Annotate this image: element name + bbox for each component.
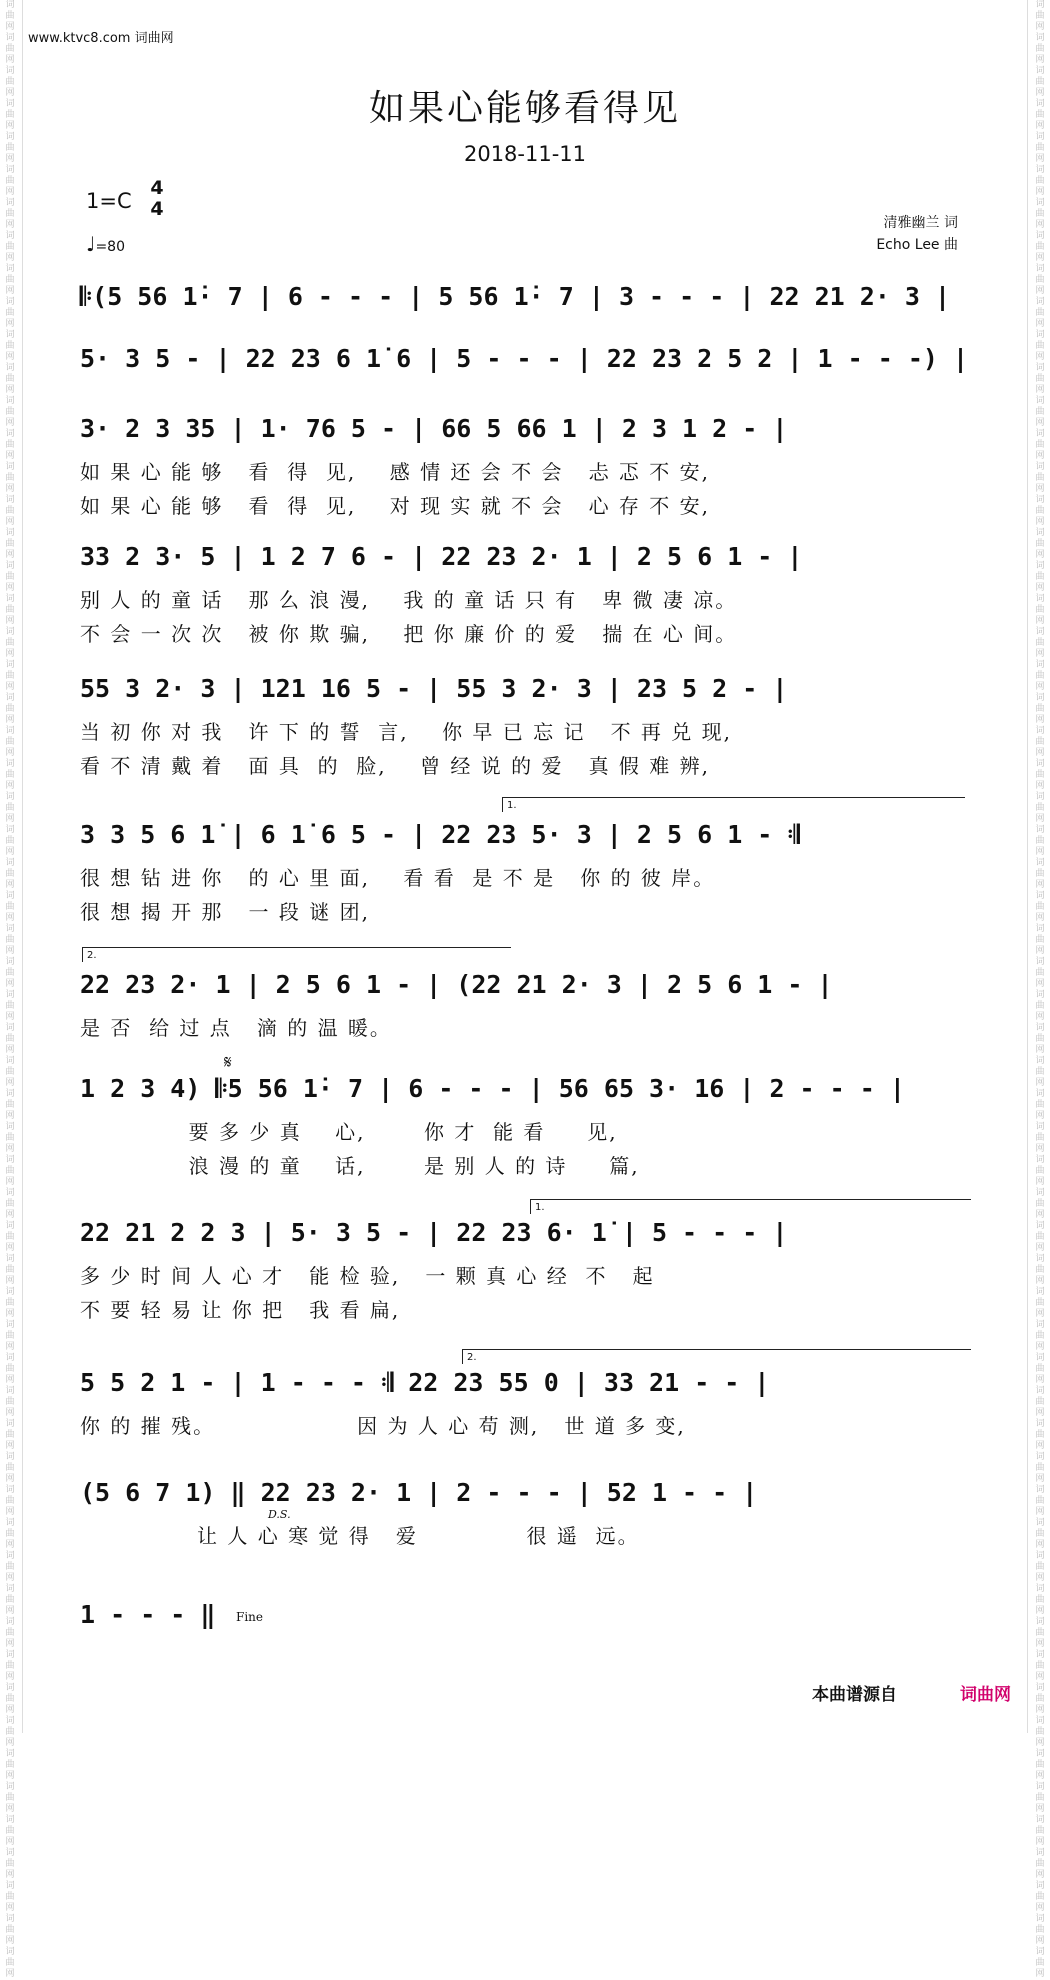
lyric-line: 让 人 心 寒 觉 得 爱 很 遥 远。: [80, 1524, 640, 1548]
notation-row-12: 1 - - - ‖: [80, 1600, 216, 1629]
footer-site-link[interactable]: 词曲网: [960, 1685, 1011, 1705]
ds-mark: D.S.: [268, 1508, 291, 1521]
lyric-line: 不 要 轻 易 让 你 把 我 看 扁,: [80, 1298, 401, 1322]
right-watermark: 词曲网词曲网词曲网词曲网词曲网词曲网词曲网词曲网词曲网词曲网词曲网词曲网词曲网词曲网词曲网词曲网词曲网词曲网词曲网词曲网词曲网词曲网词曲网词曲网词曲网词曲网词曲网词曲网词曲网词曲网词曲网词曲网词曲网词曲网词曲网词曲网词曲网词曲网词曲网词曲网词曲网词曲网词曲网词曲网词曲网词曲网词曲网词曲网词曲网词曲网词曲网词曲网词曲网词曲网词曲网词曲网词曲网词曲网词曲网词曲网: [1035, 0, 1045, 1979]
notation-row-5: 55 3 2· 3 | 121 16 5 - | 55 3 2· 3 | 23 5 2 - |: [80, 674, 788, 703]
notation-row-3: 3· 2 3 35 | 1· 76 5 - | 66 5 66 1 | 2 3 1 2 - |: [80, 414, 788, 443]
lyric-line: 如 果 心 能 够 看 得 见, 感 情 还 会 不 会 忐 忑 不 安,: [80, 460, 711, 484]
notation-row-6: 3 3 5 6 1̇ | 6 1̇ 6 5 - | 22 23 5· 3 | 2 5 6 1 - 𝄇: [80, 820, 800, 849]
volta-1b: 1.: [530, 1199, 971, 1214]
volta-2b: 2.: [462, 1349, 971, 1364]
quarter-note-icon: ♩: [86, 232, 96, 256]
volta-1: 1.: [502, 797, 965, 812]
tempo-marking: ♩=80: [86, 232, 125, 256]
notation-row-7: 22 23 2· 1 | 2 5 6 1 - | (22 21 2· 3 | 2 5 6 1 - |: [80, 970, 833, 999]
site-url[interactable]: www.ktvc8.com 词曲网: [28, 31, 174, 46]
lyric-line: 你 的 摧 残。 因 为 人 心 苟 测, 世 道 多 变,: [80, 1414, 686, 1438]
right-border-line: [1027, 0, 1028, 1733]
notation-row-4: 33 2 3· 5 | 1 2 7 6 - | 22 23 2· 1 | 2 5 6 1 - |: [80, 542, 803, 571]
volta-2: 2.: [82, 947, 511, 962]
lyric-line: 别 人 的 童 话 那 么 浪 漫, 我 的 童 话 只 有 卑 微 凄 凉。: [80, 588, 738, 612]
key-signature: 1=C: [86, 189, 132, 213]
left-watermark: 词曲网词曲网词曲网词曲网词曲网词曲网词曲网词曲网词曲网词曲网词曲网词曲网词曲网词曲网词曲网词曲网词曲网词曲网词曲网词曲网词曲网词曲网词曲网词曲网词曲网词曲网词曲网词曲网词曲网词曲网词曲网词曲网词曲网词曲网词曲网词曲网词曲网词曲网词曲网词曲网词曲网词曲网词曲网词曲网词曲网词曲网词曲网词曲网词曲网词曲网词曲网词曲网词曲网词曲网词曲网词曲网词曲网词曲网词曲网词曲网: [5, 0, 15, 1979]
notation-row-10: 5 5 2 1 - | 1 - - - 𝄇 22 23 55 0 | 33 21 - - |: [80, 1368, 770, 1397]
lyric-line: 如 果 心 能 够 看 得 见, 对 现 实 就 不 会 心 存 不 安,: [80, 494, 711, 518]
notation-row-9: 22 21 2 2 3 | 5· 3 5 - | 22 23 6· 1̇ | 5 - - - |: [80, 1218, 788, 1247]
lyric-line: 是 否 给 过 点 滴 的 温 暖。: [80, 1016, 392, 1040]
lyric-line: 当 初 你 对 我 许 下 的 誓 言, 你 早 已 忘 记 不 再 兑 现,: [80, 720, 733, 744]
notation-row-2: 5· 3 5 - | 22 23 6 1̇ 6 | 5 - - - | 22 23 2 5 2 | 1 - - -) |: [80, 344, 969, 373]
lyricist: 清雅幽兰 词: [883, 215, 958, 231]
song-date: 2018-11-11: [463, 142, 587, 166]
notation-row-1: 𝄆(5 56 1̇· 7 | 6 - - - | 5 56 1̇· 7 | 3 - - - | 22 21 2· 3 |: [80, 282, 951, 311]
lyric-line: 很 想 钻 进 你 的 心 里 面, 看 看 是 不 是 你 的 彼 岸。: [80, 866, 716, 890]
song-title: 如果心能够看得见: [368, 88, 681, 129]
composer: Echo Lee 曲: [876, 237, 958, 253]
footer-source: 本曲谱源自: [812, 1685, 897, 1705]
left-border-line: [22, 0, 23, 1733]
lyric-line: 不 会 一 次 次 被 你 欺 骗, 把 你 廉 价 的 爱 揣 在 心 间。: [80, 622, 738, 646]
time-signature: 4 4: [150, 177, 164, 220]
segno-mark: 𝄋: [224, 1052, 232, 1073]
credits: [876, 212, 958, 256]
lyric-line: 浪 漫 的 童 话, 是 别 人 的 诗 篇,: [80, 1154, 640, 1178]
lyric-line: 要 多 少 真 心, 你 才 能 看 见,: [80, 1120, 618, 1144]
lyric-line: 多 少 时 间 人 心 才 能 检 验, 一 颗 真 心 经 不 起: [80, 1264, 655, 1288]
lyric-line: 看 不 清 戴 着 面 具 的 脸, 曾 经 说 的 爱 真 假 难 辨,: [80, 754, 711, 778]
notation-row-8: 1 2 3 4) 𝄆5 56 1̇· 7 | 6 - - - | 56 65 3· 16 | 2 - - - |: [80, 1074, 905, 1103]
lyric-line: 很 想 揭 开 那 一 段 谜 团,: [80, 900, 370, 924]
notation-row-11: (5 6 7 1) ‖ 22 23 2· 1 | 2 - - - | 52 1 - - |: [80, 1478, 758, 1507]
fine-mark: Fine: [236, 1610, 263, 1624]
